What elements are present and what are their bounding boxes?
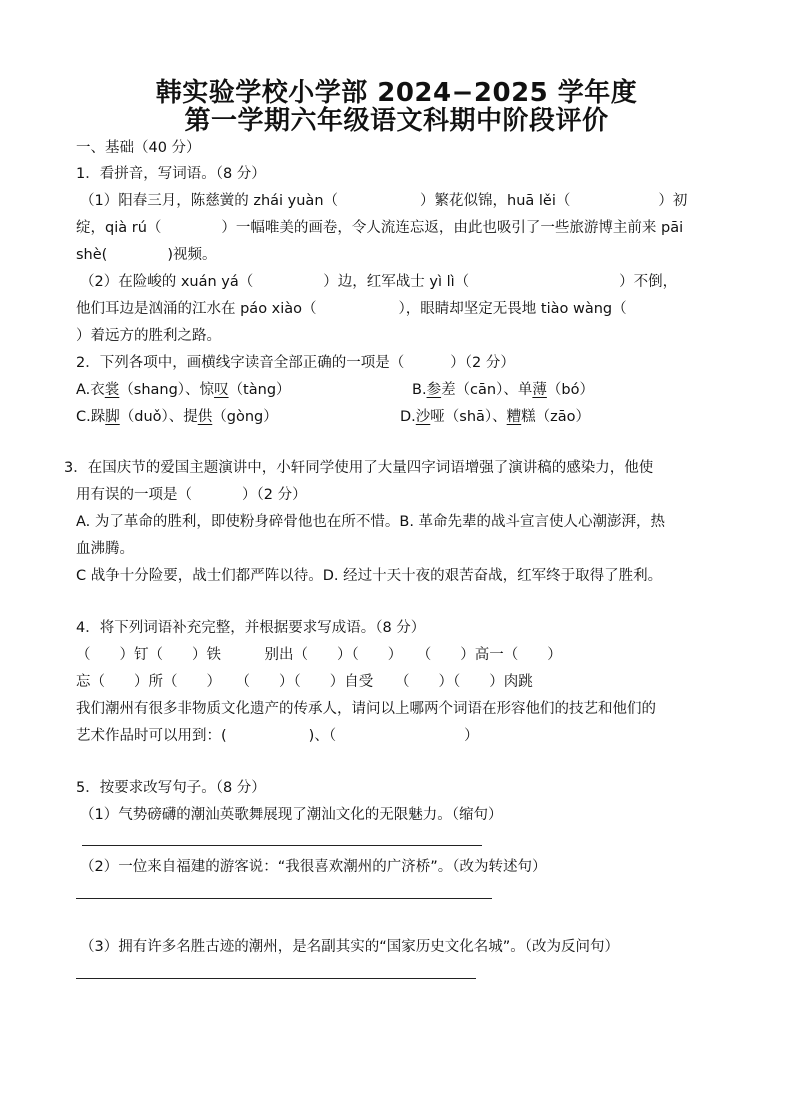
answer-line-2[interactable] [76, 898, 492, 899]
q1-para2-line3: ）着远方的胜利之路。 [76, 328, 221, 344]
option-a[interactable]: A.衣裳（shang）、惊叹（tàng） [76, 382, 291, 398]
rewrite-task-1: （1）气势磅礴的潮汕英歌舞展现了潮汕文化的无限魅力。（缩句） [80, 807, 503, 823]
section-heading: 一、基础（40 分） [76, 140, 201, 156]
question-5-stem: 5．按要求改写句子。（8 分） [76, 780, 266, 796]
answer-line-3[interactable] [76, 978, 476, 979]
question-1-stem: 1．看拼音，写词语。（8 分） [76, 166, 266, 182]
question-4-stem: 4．将下列词语补充完整，并根据要求写成语。（8 分） [76, 620, 426, 636]
question-3-line-1: 3．在国庆节的爱国主题演讲中，小轩同学使用了大量四字词语增强了演讲稿的感染力，他使 [64, 460, 654, 476]
idiom-row-1[interactable]: （ ）钉（ ）铁 别出（ ）（ ） （ ）高一（ ） [76, 647, 562, 663]
question-3-line-2: 用有误的一项是（ ）（2 分） [76, 487, 307, 503]
question-4-line-4: 艺术作品时可以用到：( )、（ ） [76, 728, 479, 744]
q1-para2-line2: 他们耳边是汹涌的江水在 páo xiào（ ），眼睛却坚定无畏地 tiào wàng（ [76, 301, 627, 317]
question-3-line-4: 血沸腾。 [76, 541, 134, 557]
title-line-2: 第一学期六年级语文科期中阶段评价 [184, 106, 609, 136]
option-c[interactable]: C.跺脚（duǒ）、提供（gòng） [76, 409, 278, 425]
question-4-line-3: 我们潮州有很多非物质文化遗产的传承人，请问以上哪两个词语在形容他们的技艺和他们的 [76, 701, 656, 717]
question-3-options-ab: A. 为了革命的胜利，即使粉身碎骨他也在所不惜。B. 革命先辈的战斗宣言使人心潮澎湃，热 [76, 514, 666, 530]
option-b[interactable]: B.参差（cān）、单薄（bó） [412, 382, 594, 398]
option-d[interactable]: D.沙哑（shā）、糟糕（zāo） [400, 409, 591, 425]
q1-para1-line1: （1）阳春三月，陈慈黉的 zhái yuàn（ ）繁花似锦，huā lěi（ ）初 [80, 193, 688, 209]
rewrite-task-3: （3）拥有许多名胜古迹的潮州，是名副其实的“国家历史文化名城”。（改为反问句） [80, 939, 619, 955]
question-2-stem: 2．下列各项中，画横线字读音全部正确的一项是（ ）（2 分） [76, 355, 515, 371]
question-3-options-cd: C 战争十分险要，战士们都严阵以待。D. 经过十天十夜的艰苦奋战，红军终于取得了胜利。 [76, 568, 663, 584]
q1-para2-line1: （2）在险峻的 xuán yá（ ）边，红军战士 yì lì（ ）不倒， [80, 274, 678, 290]
idiom-row-2[interactable]: 忘（ ）所（ ） （ ）（ ）自受 （ ）（ ）肉跳 [76, 674, 533, 690]
rewrite-task-2: （2）一位来自福建的游客说：“我很喜欢潮州的广济桥”。（改为转述句） [80, 859, 547, 875]
title-line-1: 韩实验学校小学部 2024−2025 学年度 [155, 78, 638, 108]
q1-para1-line3: shè( )视频。 [76, 247, 217, 263]
answer-line-1[interactable] [82, 845, 482, 846]
q1-para1-line2: 绽，qià rú（ ）一幅唯美的画卷，令人流连忘返，由此也吸引了一些旅游博主前来 pāi [76, 220, 684, 236]
